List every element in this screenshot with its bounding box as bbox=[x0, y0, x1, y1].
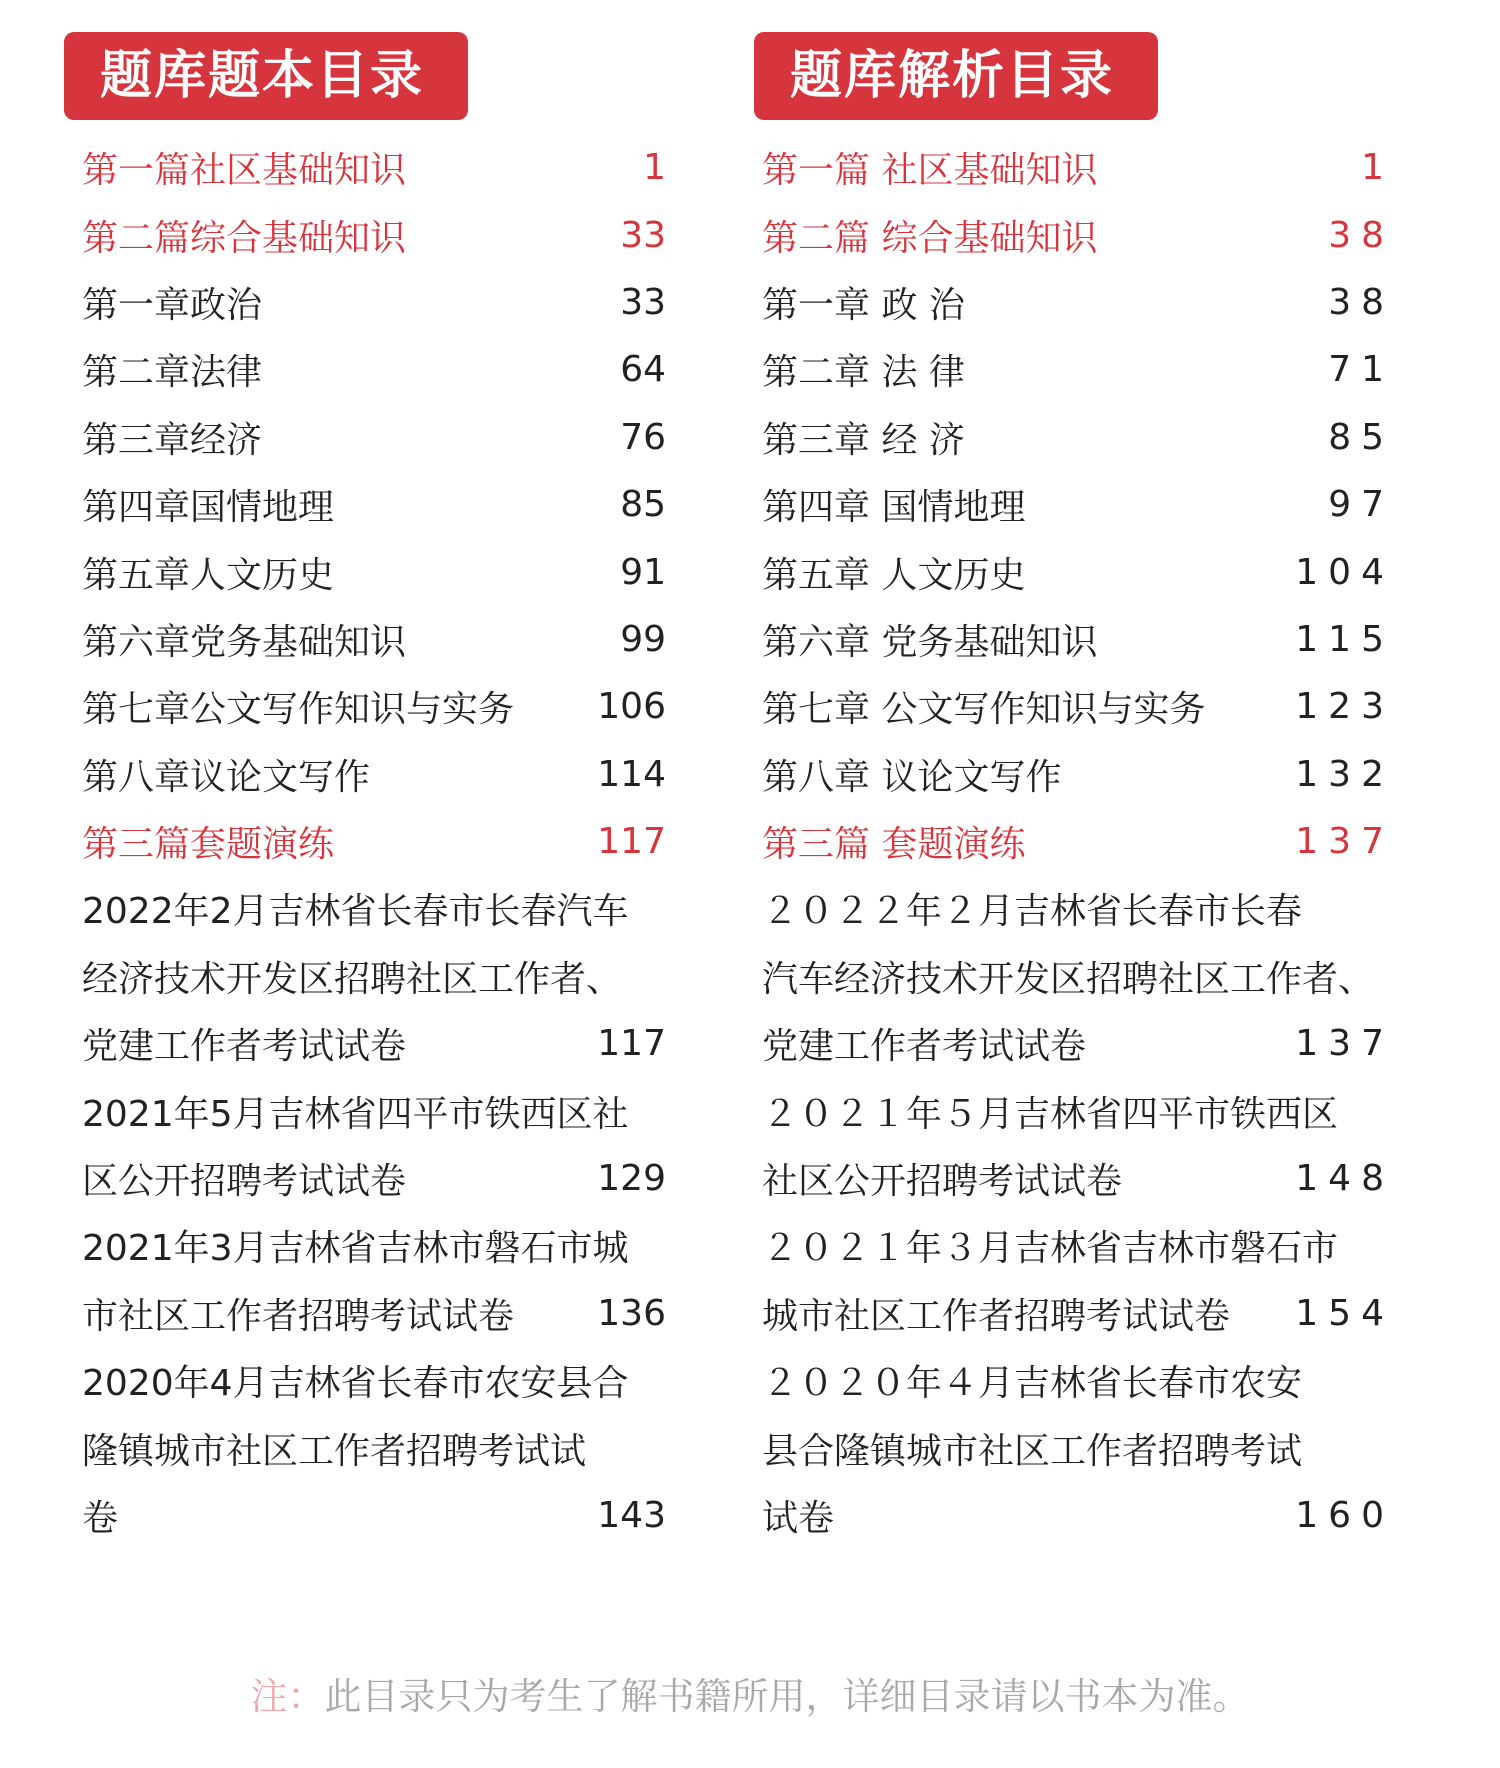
toc-entry-title: 社区公开招聘考试试卷 bbox=[762, 1161, 1123, 1203]
toc-entry-title: 第一章 政 治 bbox=[762, 284, 965, 326]
toc-entry-title: 经济技术开发区招聘社区工作者、 bbox=[82, 958, 623, 1000]
toc-entry bbox=[754, 201, 1394, 268]
toc-entry-page: 117 bbox=[597, 821, 666, 863]
toc-entry-title: ２０２１年３月吉林省吉林市磐石市 bbox=[762, 1228, 1339, 1270]
toc-entry-page: 117 bbox=[597, 1023, 666, 1065]
toc-entry-page: 148 bbox=[1295, 1158, 1394, 1200]
footnote bbox=[0, 1666, 1500, 1720]
toc-entry-page: 106 bbox=[597, 686, 666, 728]
toc-entry-title: 第一篇 社区基础知识 bbox=[762, 150, 1098, 192]
toc-entry bbox=[754, 808, 1394, 875]
answer-book-toc-title: 题库解析目录 bbox=[754, 32, 1158, 120]
toc-entry bbox=[64, 673, 674, 740]
toc-entry-page: 104 bbox=[1295, 551, 1394, 593]
toc-entry-title: 城市社区工作者招聘考试试卷 bbox=[762, 1295, 1231, 1337]
toc-entry bbox=[754, 538, 1394, 605]
question-book-toc-list bbox=[64, 134, 674, 1549]
toc-entry-page: 160 bbox=[1295, 1495, 1394, 1536]
toc-entry-title: 县合隆镇城市社区工作者招聘考试 bbox=[762, 1430, 1303, 1472]
toc-entry-title: 2021年3月吉林省吉林市磐石市城 bbox=[82, 1228, 629, 1270]
toc-entry-title: 试卷 bbox=[762, 1498, 835, 1539]
toc-entry-title: 第六章 党务基础知识 bbox=[762, 621, 1098, 663]
toc-entry-page: 76 bbox=[620, 416, 666, 458]
toc-entry bbox=[64, 1347, 674, 1414]
toc-entry bbox=[754, 741, 1394, 808]
toc-entry-title: ２０２０年４月吉林省长春市农安 bbox=[762, 1363, 1303, 1405]
toc-entry-title: 第二篇综合基础知识 bbox=[82, 217, 407, 259]
toc-entry bbox=[754, 404, 1394, 471]
toc-entry-page: 85 bbox=[1328, 416, 1394, 458]
toc-entry-page: 136 bbox=[597, 1292, 666, 1334]
toc-entry-title: 第二章 法 律 bbox=[762, 352, 965, 394]
toc-entry-title: 第三章经济 bbox=[82, 419, 263, 461]
toc-entry bbox=[64, 134, 674, 201]
toc-entry-page: 71 bbox=[1328, 349, 1394, 391]
toc-entry bbox=[754, 673, 1394, 740]
toc-entry bbox=[64, 875, 674, 942]
toc-entry bbox=[64, 269, 674, 336]
toc-entry-title: 第三篇 套题演练 bbox=[762, 824, 1026, 866]
toc-entry-title: 第五章人文历史 bbox=[82, 554, 335, 596]
toc-entry-title: 第六章党务基础知识 bbox=[82, 621, 407, 663]
toc-entry bbox=[64, 606, 674, 673]
toc-entry-title: 第四章 国情地理 bbox=[762, 487, 1026, 529]
toc-entry bbox=[754, 1077, 1394, 1144]
toc-entry-page: 129 bbox=[597, 1158, 666, 1200]
toc-entry-title: 党建工作者考试试卷 bbox=[762, 1026, 1087, 1068]
toc-entry bbox=[754, 269, 1394, 336]
toc-entry-title: 隆镇城市社区工作者招聘考试试 bbox=[82, 1430, 587, 1472]
question-book-toc-title: 题库题本目录 bbox=[64, 32, 468, 120]
toc-entry-title: 第二篇 综合基础知识 bbox=[762, 217, 1098, 259]
toc-entry bbox=[64, 741, 674, 808]
toc-entry bbox=[64, 1280, 674, 1347]
toc-entry-page: 137 bbox=[1295, 1023, 1394, 1065]
toc-entry bbox=[64, 808, 674, 875]
toc-entry-page: 132 bbox=[1295, 753, 1394, 795]
toc-entry bbox=[754, 1212, 1394, 1279]
toc-entry-title: 党建工作者考试试卷 bbox=[82, 1026, 407, 1068]
toc-entry-title: 第八章 议论文写作 bbox=[762, 756, 1062, 798]
toc-entry-page: 114 bbox=[597, 753, 666, 795]
toc-entry-title: ２０２２年２月吉林省长春市长春 bbox=[762, 891, 1303, 933]
toc-entry-page: 38 bbox=[1328, 281, 1394, 323]
footnote-text: 此目录只为考生了解书籍所用，详细目录请以书本为准。 bbox=[324, 1675, 1250, 1718]
toc-entry-title: 2022年2月吉林省长春市长春汽车 bbox=[82, 891, 629, 933]
toc-entry-page: 99 bbox=[620, 618, 666, 660]
toc-entry-page: 154 bbox=[1295, 1292, 1394, 1334]
answer-book-toc-list bbox=[754, 134, 1394, 1549]
toc-entry-title: 第七章公文写作知识与实务 bbox=[82, 689, 515, 731]
toc-entry bbox=[754, 1414, 1394, 1481]
toc-entry bbox=[754, 134, 1394, 201]
toc-entry bbox=[754, 943, 1394, 1010]
toc-entry-page: 33 bbox=[620, 281, 666, 323]
toc-entry bbox=[754, 1482, 1394, 1549]
toc-entry-title: 第二章法律 bbox=[82, 352, 263, 394]
toc-entry-title: ２０２１年５月吉林省四平市铁西区 bbox=[762, 1093, 1339, 1135]
footnote-prefix: 注： bbox=[250, 1675, 325, 1718]
toc-entry bbox=[64, 538, 674, 605]
toc-entry bbox=[754, 471, 1394, 538]
toc-entry bbox=[754, 336, 1394, 403]
toc-entry-page: 91 bbox=[620, 551, 666, 593]
toc-entry bbox=[64, 1145, 674, 1212]
toc-entry bbox=[64, 1077, 674, 1144]
toc-entry-title: 第五章 人文历史 bbox=[762, 554, 1026, 596]
toc-entry bbox=[64, 336, 674, 403]
toc-entry-title: 第一篇社区基础知识 bbox=[82, 150, 407, 192]
toc-entry-title: 第八章议论文写作 bbox=[82, 756, 371, 798]
toc-entry bbox=[64, 471, 674, 538]
toc-entry-title: 第三篇套题演练 bbox=[82, 824, 335, 866]
toc-entry-page: 123 bbox=[1295, 686, 1394, 728]
toc-entry-page: 115 bbox=[1295, 618, 1394, 660]
toc-entry-page: 1 bbox=[643, 147, 666, 189]
toc-entry bbox=[64, 404, 674, 471]
toc-entry-title: 汽车经济技术开发区招聘社区工作者、 bbox=[762, 958, 1375, 1000]
toc-entry-title: 第三章 经 济 bbox=[762, 419, 965, 461]
toc-entry-title: 卷 bbox=[82, 1498, 119, 1539]
toc-entry-title: 2021年5月吉林省四平市铁西区社 bbox=[82, 1093, 629, 1135]
toc-entry-title: 第七章 公文写作知识与实务 bbox=[762, 689, 1206, 731]
toc-entry bbox=[64, 1212, 674, 1279]
toc-entry-page: 97 bbox=[1328, 484, 1394, 526]
toc-entry bbox=[754, 1010, 1394, 1077]
toc-entry bbox=[754, 1347, 1394, 1414]
toc-entry-page: 38 bbox=[1328, 214, 1394, 256]
toc-entry-page: 137 bbox=[1295, 821, 1394, 863]
toc-entry bbox=[754, 875, 1394, 942]
toc-entry-page: 64 bbox=[620, 349, 666, 391]
toc-entry bbox=[64, 1010, 674, 1077]
toc-entry bbox=[64, 1482, 674, 1549]
toc-entry-title: 市社区工作者招聘考试试卷 bbox=[82, 1295, 515, 1337]
toc-entry-page: 85 bbox=[620, 484, 666, 526]
toc-entry-title: 2020年4月吉林省长春市农安县合 bbox=[82, 1363, 629, 1405]
toc-entry-page: 143 bbox=[597, 1495, 666, 1536]
toc-entry bbox=[64, 201, 674, 268]
toc-entry-title: 区公开招聘考试试卷 bbox=[82, 1161, 407, 1203]
toc-entry bbox=[64, 943, 674, 1010]
question-book-toc bbox=[64, 32, 674, 1549]
toc-entry bbox=[754, 606, 1394, 673]
toc-entry bbox=[754, 1145, 1394, 1212]
toc-entry-page: 1 bbox=[1361, 147, 1394, 189]
toc-entry-title: 第一章政治 bbox=[82, 284, 263, 326]
toc-entry-page: 33 bbox=[620, 214, 666, 256]
answer-book-toc bbox=[754, 32, 1394, 1549]
toc-entry bbox=[754, 1280, 1394, 1347]
toc-entry-title: 第四章国情地理 bbox=[82, 487, 335, 529]
toc-entry bbox=[64, 1414, 674, 1481]
